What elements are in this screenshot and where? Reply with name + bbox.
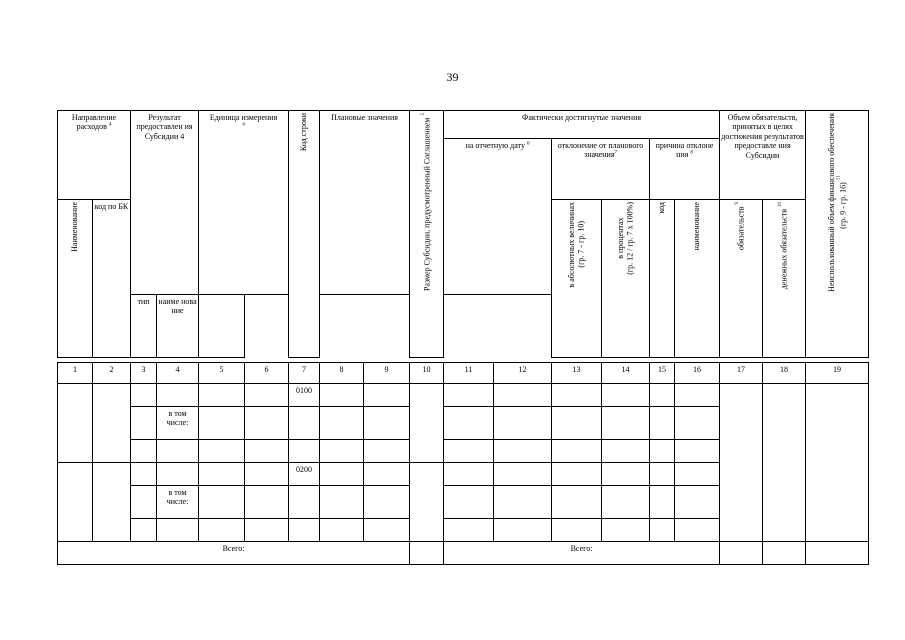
header-fakticheski: Фактически достигнутые значения — [444, 111, 720, 139]
col-num-19: 19 — [806, 363, 869, 384]
cell[interactable] — [320, 486, 364, 519]
cell[interactable] — [131, 407, 157, 440]
cell[interactable] — [494, 440, 552, 463]
header-obem: Объем обязательств, принятых в целях достижения результатов предоставле ния Субсидии — [720, 111, 806, 200]
cell[interactable] — [552, 384, 602, 407]
subsidy-report-body — [57, 362, 869, 565]
cell[interactable] — [675, 440, 720, 463]
col-num-1: 1 — [58, 363, 93, 384]
cell-total-obyazatelstv[interactable] — [720, 542, 763, 565]
cell[interactable] — [552, 463, 602, 486]
cell[interactable] — [245, 486, 289, 519]
cell[interactable] — [289, 440, 320, 463]
cell-razmer[interactable] — [410, 463, 444, 542]
col-num-3: 3 — [131, 363, 157, 384]
cell[interactable] — [320, 519, 364, 542]
col-num-12: 12 — [494, 363, 552, 384]
header-v-absolyutnyh: в абсолютных величинах (гр. 7 - гр. 10) — [552, 200, 602, 358]
col-num-14: 14 — [602, 363, 650, 384]
header-planovye: Плановые значения — [320, 111, 410, 295]
header-obyazatelstv: обязательств $^9$ — [720, 200, 763, 358]
col-num-15: 15 — [650, 363, 675, 384]
cell[interactable] — [494, 463, 552, 486]
cell[interactable] — [245, 440, 289, 463]
cell[interactable] — [289, 407, 320, 440]
cell-kod-po-bk[interactable] — [93, 463, 131, 542]
cell[interactable] — [444, 486, 494, 519]
cell[interactable] — [675, 463, 720, 486]
cell[interactable] — [675, 384, 720, 407]
total-label-right: Всего: — [444, 542, 720, 565]
cell[interactable] — [444, 384, 494, 407]
v-tom-chisle-label: в том числе: — [157, 486, 199, 519]
page-number: 39 — [446, 70, 459, 84]
cell[interactable] — [131, 486, 157, 519]
col-num-16: 16 — [675, 363, 720, 384]
cell[interactable] — [157, 463, 199, 486]
cell[interactable] — [131, 440, 157, 463]
cell-denezhnyh[interactable] — [763, 384, 806, 542]
cell[interactable] — [494, 407, 552, 440]
header-naimenovanie-prichina: наименование — [675, 200, 720, 358]
cell[interactable] — [364, 440, 410, 463]
cell[interactable] — [364, 519, 410, 542]
cell[interactable] — [494, 384, 552, 407]
cell-kod-po-bk[interactable] — [93, 384, 131, 463]
header-denezhnyh: денежных обязательств $^{10}$ — [763, 200, 806, 358]
cell[interactable] — [199, 407, 245, 440]
col-num-18: 18 — [763, 363, 806, 384]
cell[interactable] — [650, 384, 675, 407]
header-na-otchetnuyu: на отчетную дату $^6$ — [444, 139, 552, 295]
header-otklonenie: отклонение от планового значения$^7$ — [552, 139, 650, 200]
cell[interactable] — [552, 519, 602, 542]
cell[interactable] — [199, 384, 245, 407]
header-neispolzovanny: Неиспользованный объем финансового обеспечения (гр. 9 - гр. 16) $^{11}$ — [806, 111, 869, 358]
cell-neispolzovanny[interactable] — [806, 384, 869, 542]
cell[interactable] — [602, 384, 650, 407]
cell[interactable] — [444, 407, 494, 440]
header-edinica: Единица измерения $^4$ — [199, 111, 289, 295]
cell-total-neispolzovanny[interactable] — [806, 542, 869, 565]
cell[interactable] — [320, 384, 364, 407]
cell[interactable] — [245, 519, 289, 542]
cell[interactable] — [199, 486, 245, 519]
total-row — [58, 542, 869, 565]
header-rezultat: Результат предоставлен ия Субсидии 4 — [131, 111, 199, 295]
cell[interactable] — [199, 440, 245, 463]
col-num-10: 10 — [410, 363, 444, 384]
cell[interactable] — [245, 384, 289, 407]
cell[interactable] — [131, 519, 157, 542]
cell-obyazatelstv[interactable] — [720, 384, 763, 542]
cell[interactable] — [364, 463, 410, 486]
cell[interactable] — [650, 486, 675, 519]
col-num-6: 6 — [245, 363, 289, 384]
cell[interactable] — [444, 463, 494, 486]
cell[interactable] — [289, 519, 320, 542]
row-code: 0100 — [289, 384, 320, 407]
cell[interactable] — [602, 407, 650, 440]
header-kod: код — [650, 200, 675, 358]
header-prichina: причина отклоне ния $^8$ — [650, 139, 720, 200]
cell[interactable] — [675, 486, 720, 519]
header-kod-po-bk: код по БК — [93, 200, 131, 358]
col-num-4: 4 — [157, 363, 199, 384]
cell[interactable] — [289, 486, 320, 519]
cell[interactable] — [650, 407, 675, 440]
header-naimenovanie: Наименование — [58, 200, 93, 358]
cell[interactable] — [602, 486, 650, 519]
header-napravlenie: Направление расходов $^4$ — [58, 111, 131, 200]
cell[interactable] — [245, 407, 289, 440]
cell[interactable] — [131, 384, 157, 407]
cell[interactable] — [552, 486, 602, 519]
cell-naimenovanie[interactable] — [58, 463, 93, 542]
cell[interactable] — [444, 519, 494, 542]
cell[interactable] — [320, 440, 364, 463]
cell[interactable] — [364, 486, 410, 519]
cell[interactable] — [650, 440, 675, 463]
col-num-9: 9 — [364, 363, 410, 384]
cell[interactable] — [199, 519, 245, 542]
cell[interactable] — [131, 463, 157, 486]
cell[interactable] — [364, 384, 410, 407]
subsidy-report-table — [57, 110, 869, 358]
table-row — [58, 384, 869, 407]
header-tip: тип — [131, 295, 157, 358]
cell[interactable] — [245, 463, 289, 486]
cell[interactable] — [675, 519, 720, 542]
cell-total-denezhnyh[interactable] — [763, 542, 806, 565]
cell[interactable] — [650, 463, 675, 486]
cell[interactable] — [494, 486, 552, 519]
col-num-11: 11 — [444, 363, 494, 384]
col-num-13: 13 — [552, 363, 602, 384]
column-number-row — [58, 363, 869, 384]
col-num-17: 17 — [720, 363, 763, 384]
cell[interactable] — [157, 384, 199, 407]
cell[interactable] — [552, 407, 602, 440]
cell[interactable] — [602, 519, 650, 542]
col-num-2: 2 — [93, 363, 131, 384]
cell[interactable] — [650, 519, 675, 542]
cell[interactable] — [602, 463, 650, 486]
header-v-procentah: в процентах (гр. 12 / гр. 7 x 100%) — [602, 200, 650, 358]
cell-razmer[interactable] — [410, 384, 444, 463]
cell[interactable] — [157, 519, 199, 542]
v-tom-chisle-label: в том числе: — [157, 407, 199, 440]
cell[interactable] — [364, 407, 410, 440]
header-rez-naimenovanie: наиме нова ние — [157, 295, 199, 358]
cell[interactable] — [444, 440, 494, 463]
total-label-left: Всего: — [58, 542, 410, 565]
col-num-7: 7 — [289, 363, 320, 384]
cell[interactable] — [320, 407, 364, 440]
header-razmer: Размер Субсидии, предусмотренный Соглашением $^5$ — [410, 111, 444, 358]
col-num-8: 8 — [320, 363, 364, 384]
cell[interactable] — [602, 440, 650, 463]
cell[interactable] — [199, 463, 245, 486]
cell-total-razmer[interactable] — [410, 542, 444, 565]
cell[interactable] — [320, 463, 364, 486]
cell[interactable] — [675, 407, 720, 440]
cell-naimenovanie[interactable] — [58, 384, 93, 463]
header-kod-stroki: Код строки — [289, 111, 320, 358]
col-num-5: 5 — [199, 363, 245, 384]
cell[interactable] — [552, 440, 602, 463]
cell[interactable] — [157, 440, 199, 463]
cell[interactable] — [494, 519, 552, 542]
row-code: 0200 — [289, 463, 320, 486]
